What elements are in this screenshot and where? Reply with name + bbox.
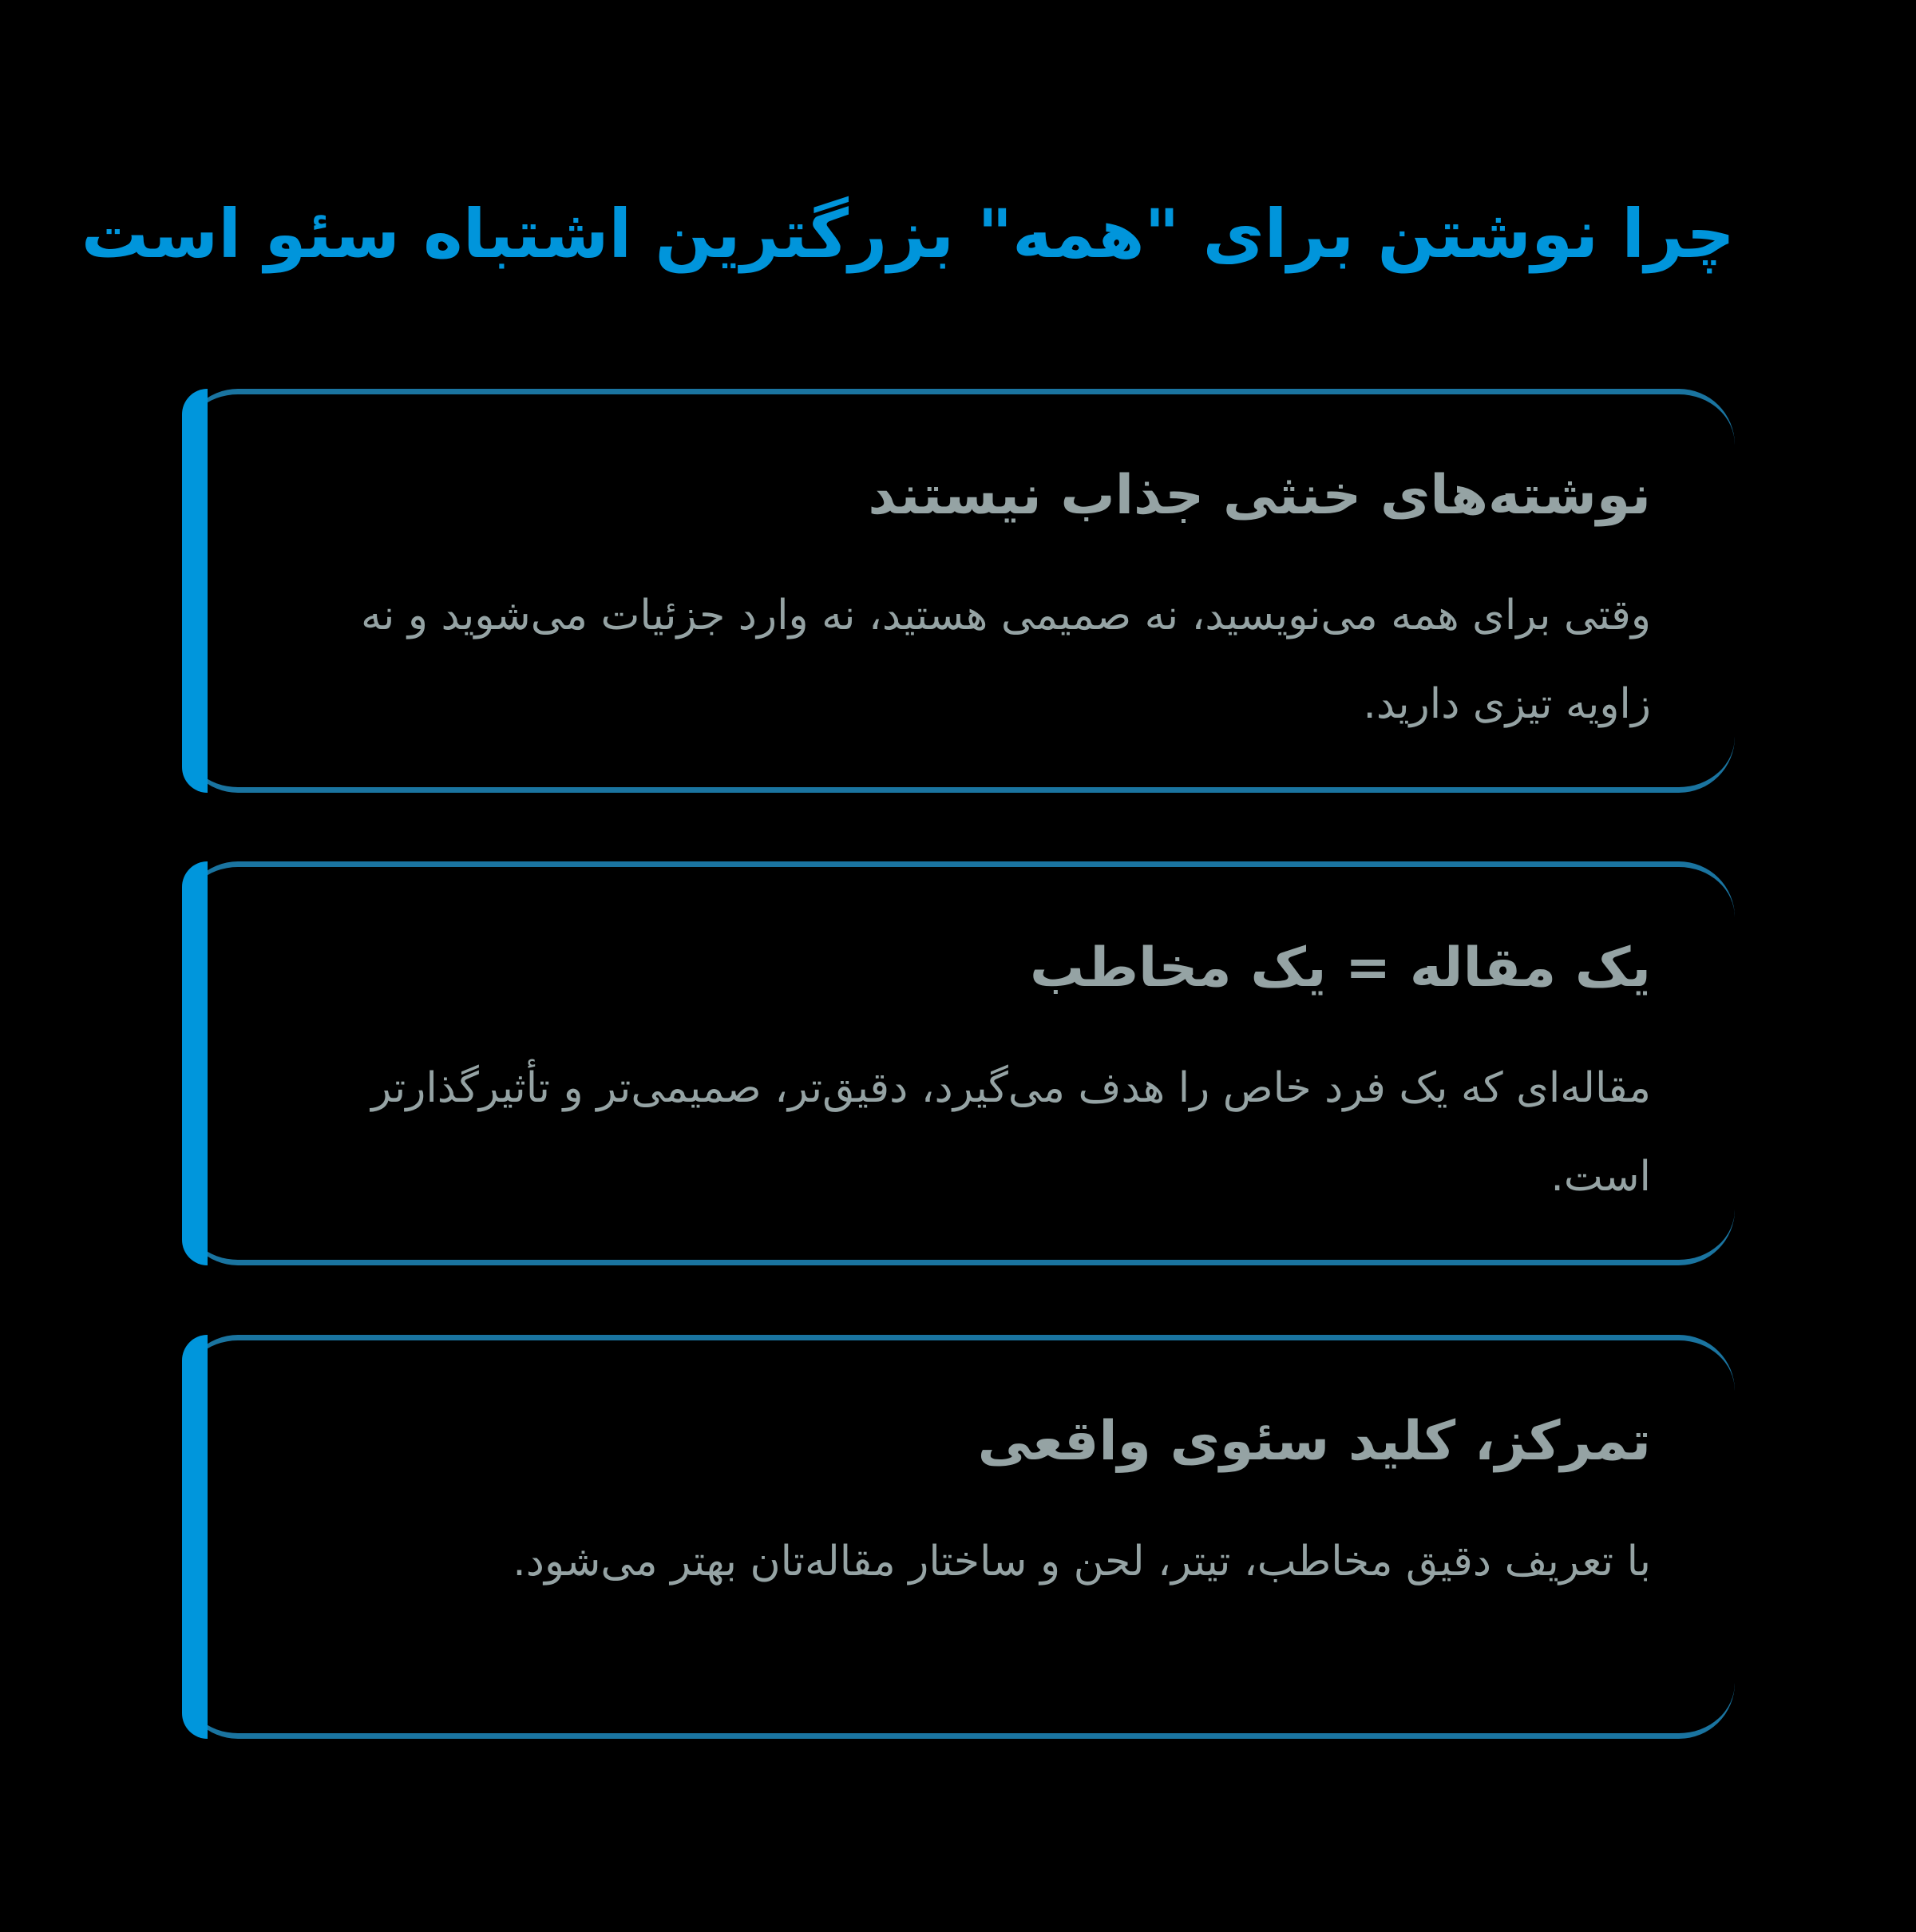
card-body: مقاله‌ای که یک فرد خاص را هدف می‌گیرد، دقیق‌تر، صمیمی‌تر و تأثیرگذارتر است. bbox=[371, 1064, 1651, 1201]
card-heading: نوشته‌های خنثی جذاب نیستند bbox=[868, 464, 1651, 527]
accent-bar bbox=[182, 1335, 208, 1739]
card-body: با تعریف دقیق مخاطب، تیتر، لحن و ساختار مقاله‌تان بهتر می‌شود. bbox=[513, 1538, 1651, 1586]
card-heading: یک مقاله = یک مخاطب bbox=[1029, 936, 1651, 1000]
accent-bar bbox=[182, 389, 208, 793]
card-heading: تمرکز، کلید سئوی واقعی bbox=[977, 1410, 1651, 1473]
page-title: چرا نوشتن برای "همه" بزرگترین اشتباه سئو است bbox=[81, 195, 1735, 273]
card-neutral-writing bbox=[182, 389, 1735, 793]
accent-bar bbox=[182, 861, 208, 1265]
card-body: وقتی برای همه می‌نویسید، نه صمیمی هستید، نه وارد جزئیات می‌شوید و نه زاویه تیزی دارید. bbox=[361, 592, 1651, 728]
card-one-audience bbox=[182, 861, 1735, 1265]
card-focus-key bbox=[182, 1335, 1735, 1739]
